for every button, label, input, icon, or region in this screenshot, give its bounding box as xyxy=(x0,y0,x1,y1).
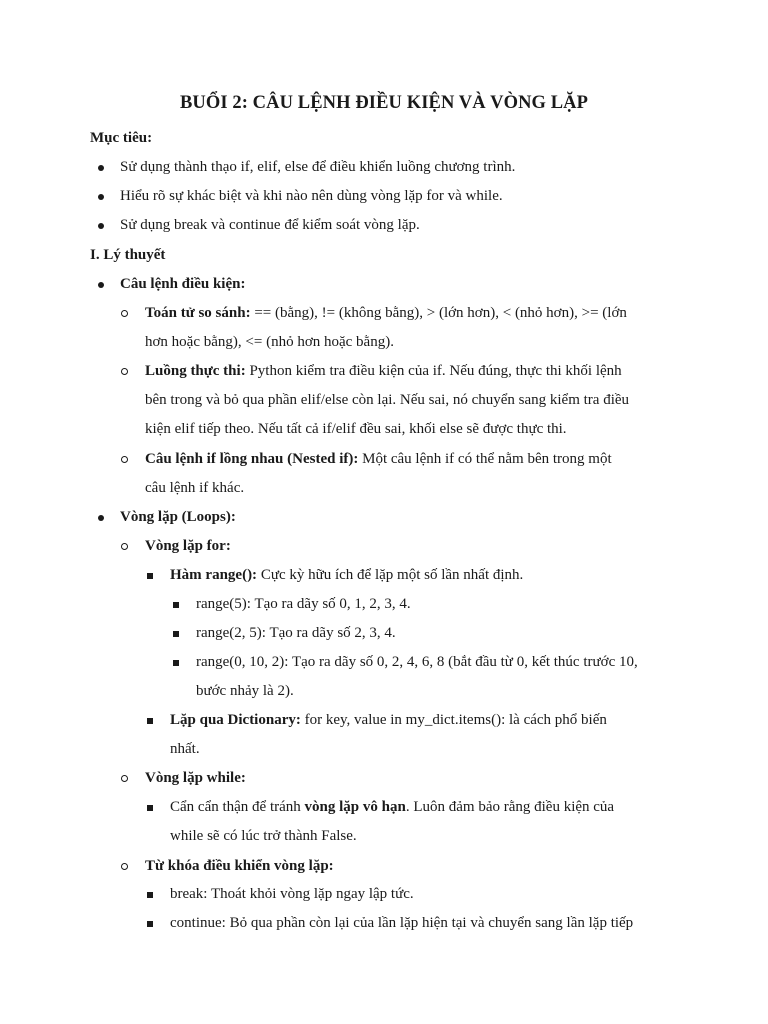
objectives-heading: Mục tiêu: xyxy=(90,130,153,146)
bullet-square-icon xyxy=(173,660,179,666)
section-heading-theory: I. Lý thuyết xyxy=(90,247,166,263)
dict-loop-text: Lặp qua Dictionary: for key, value in my_dict.items(): là cách phổ biến xyxy=(170,712,607,728)
bullet-square-icon xyxy=(147,718,153,724)
bullet-circle-icon xyxy=(121,863,128,870)
bullet-dot-icon xyxy=(98,223,104,229)
bullet-square-icon xyxy=(147,573,153,579)
bullet-dot-icon xyxy=(98,194,104,200)
range-example: range(2, 5): Tạo ra dãy số 2, 3, 4. xyxy=(196,625,396,641)
nested-if-text: Câu lệnh if lồng nhau (Nested if): Một câu lệnh if có thể nằm bên trong một xyxy=(145,451,612,467)
range-example: range(5): Tạo ra dãy số 0, 1, 2, 3, 4. xyxy=(196,596,411,612)
page-title: BUỔI 2: CÂU LỆNH ĐIỀU KIỆN VÀ VÒNG LẶP xyxy=(179,93,589,113)
bullet-circle-icon xyxy=(121,456,128,463)
bullet-circle-icon xyxy=(121,368,128,375)
compare-operators-label: Toán tử so sánh: xyxy=(145,305,251,321)
bullet-square-icon xyxy=(147,892,153,898)
range-example: range(0, 10, 2): Tạo ra dãy số 0, 2, 4, 6, 8 (bắt đầu từ 0, kết thúc trước 10, xyxy=(196,654,638,670)
bullet-square-icon xyxy=(147,805,153,811)
dict-loop-label: Lặp qua Dictionary: xyxy=(170,712,301,728)
dict-loop-text-cont: nhất. xyxy=(170,741,200,757)
compare-operators-text-cont: hơn hoặc bằng), <= (nhỏ hơn hoặc bằng). xyxy=(145,334,394,350)
bullet-dot-icon xyxy=(98,165,104,171)
break-text: break: Thoát khỏi vòng lặp ngay lập tức. xyxy=(170,886,414,902)
flow-label: Luồng thực thi: xyxy=(145,363,246,379)
flow-text-cont: kiện elif tiếp theo. Nếu tất cả if/elif đều sai, khối else sẽ được thực thi. xyxy=(145,421,567,437)
objective-item: Sử dụng thành thạo if, elif, else để điều khiển luồng chương trình. xyxy=(120,159,516,175)
loops-heading: Vòng lặp (Loops): xyxy=(120,509,236,525)
continue-text: continue: Bỏ qua phần còn lại của lần lặp hiện tại và chuyển sang lần lặp tiếp xyxy=(170,915,634,931)
while-warning-text-cont: while sẽ có lúc trở thành False. xyxy=(170,828,357,844)
bullet-dot-icon xyxy=(98,282,104,288)
bullet-dot-icon xyxy=(98,515,104,521)
for-loop-heading: Vòng lặp for: xyxy=(145,538,231,554)
objective-item: Hiểu rõ sự khác biệt và khi nào nên dùng vòng lặp for và while. xyxy=(120,188,503,204)
objective-item: Sử dụng break và continue để kiểm soát vòng lặp. xyxy=(120,217,420,233)
bullet-square-icon xyxy=(173,631,179,637)
range-example-cont: bước nhảy là 2). xyxy=(196,683,294,699)
while-warning-text: Cẩn cẩn thận để tránh vòng lặp vô hạn. Luôn đảm bảo rằng điều kiện của xyxy=(170,799,615,815)
nested-if-label: Câu lệnh if lồng nhau (Nested if): xyxy=(145,451,359,467)
flow-text: Luồng thực thi: Python kiểm tra điều kiện của if. Nếu đúng, thực thi khối lệnh xyxy=(145,363,622,379)
bullet-circle-icon xyxy=(121,775,128,782)
loop-keywords-heading: Từ khóa điều khiển vòng lặp: xyxy=(145,858,334,874)
compare-operators-text: Toán tử so sánh: == (bằng), != (không bằng), > (lớn hơn), < (nhỏ hơn), >= (lớn xyxy=(145,305,627,321)
bullet-circle-icon xyxy=(121,310,128,317)
bullet-square-icon xyxy=(147,921,153,927)
range-label: Hàm range(): xyxy=(170,567,258,583)
flow-text-cont: bên trong và bỏ qua phần elif/else còn lại. Nếu sai, nó chuyển sang kiểm tra điều xyxy=(145,392,630,408)
bullet-circle-icon xyxy=(121,543,128,550)
conditional-heading: Câu lệnh điều kiện: xyxy=(120,276,246,292)
nested-if-text-cont: câu lệnh if khác. xyxy=(145,480,245,496)
range-text: Hàm range(): Cực kỳ hữu ích để lặp một số lần nhất định. xyxy=(170,567,524,583)
while-loop-heading: Vòng lặp while: xyxy=(145,770,246,786)
infinite-loop-emphasis: vòng lặp vô hạn xyxy=(304,799,406,815)
bullet-square-icon xyxy=(173,602,179,608)
